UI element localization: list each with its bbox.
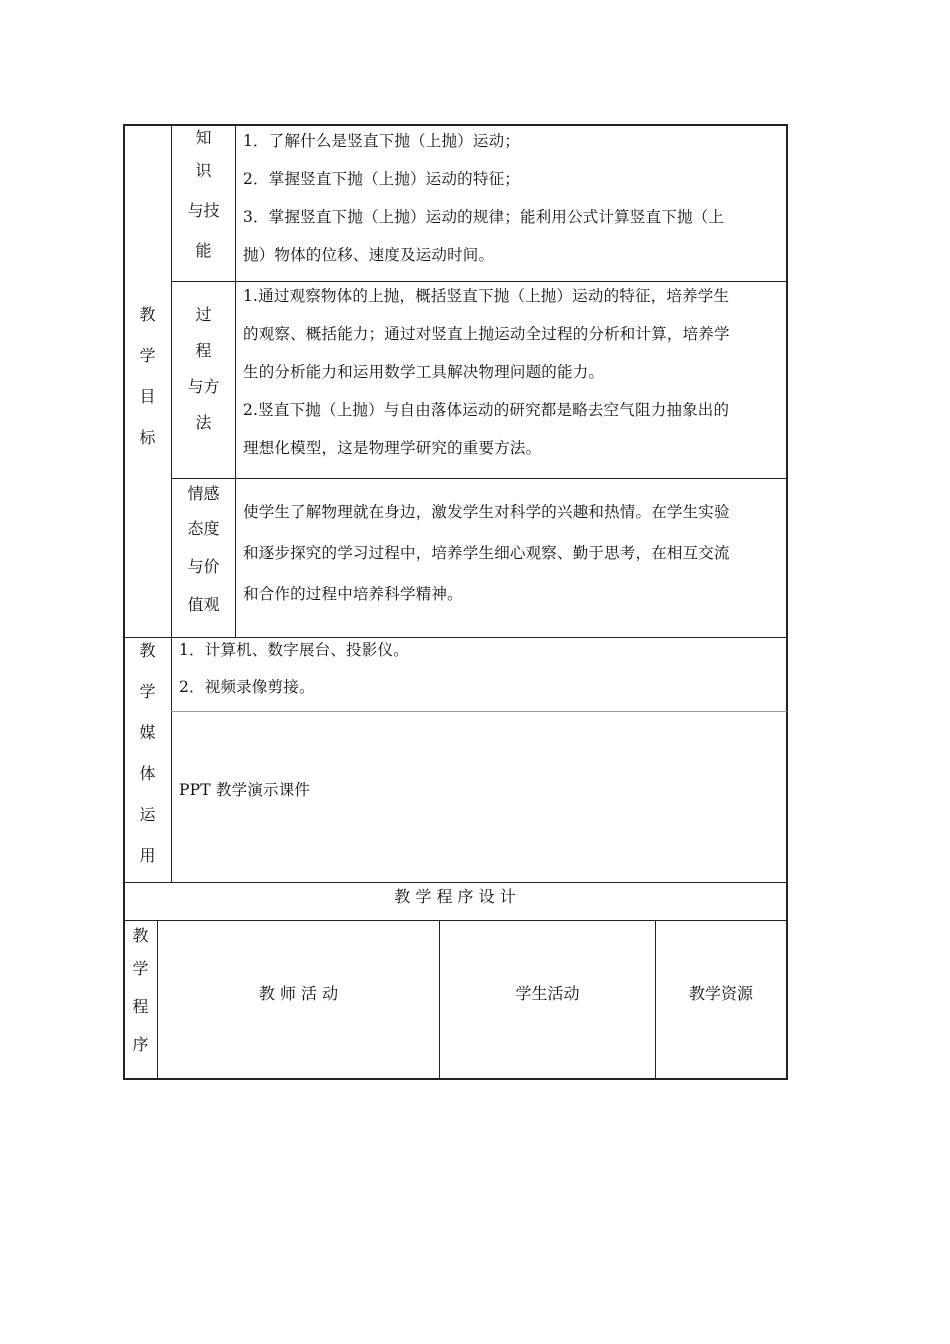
- emotion-content: [243, 492, 783, 615]
- media-bottom-line: [123, 882, 788, 883]
- knowledge-line-4: 抛）物体的位移、速度及运动时间。: [243, 246, 495, 264]
- knowledge-line-1: 1．了解什么是竖直下抛（上抛）运动；: [243, 132, 520, 150]
- col-teacher-activity: 教 师 活 动: [258, 984, 339, 1003]
- col-student-activity: 学生活动: [515, 984, 580, 1003]
- design-title: 教 学 程 序 设 计: [394, 887, 516, 906]
- media-item-1: 1．计算机、数字展台、投影仪。: [179, 641, 409, 659]
- emotion-line-2: 和逐步探究的学习过程中，培养学生细心观察、勤于思考，在相互交流: [243, 544, 730, 562]
- process-line-5: 理想化模型，这是物理学研究的重要方法。: [243, 439, 542, 457]
- media-item-2: 2．视频录像剪接。: [179, 678, 315, 696]
- objectives-side-label: 教 学 目 标: [139, 305, 156, 447]
- table-right-border: [786, 124, 788, 1080]
- process-line-2: 的观察、概括能力；通过对竖直上抛运动全过程的分析和计算，培养学: [243, 325, 730, 343]
- knowledge-content: [243, 122, 783, 274]
- process-label: 过 程 与方 法: [187, 305, 220, 432]
- media-ppt: PPT 教学演示课件: [179, 781, 311, 799]
- emotion-label: 情感 态度 与价 值观: [187, 484, 220, 614]
- media-col-divider: [171, 637, 172, 882]
- knowledge-line-2: 2．掌握竖直下抛（上抛）运动的特征；: [243, 170, 520, 188]
- col-teaching-resource: 教学资源: [688, 984, 753, 1003]
- knowledge-line-3: 3．掌握竖直下抛（上抛）运动的规律；能利用公式计算竖直下抛（上: [243, 208, 725, 226]
- objectives-col-divider-2: [235, 124, 236, 637]
- table-bottom-border: [123, 1078, 788, 1080]
- process-line-1: 1.通过观察物体的上抛，概括竖直下抛（上抛）运动的特征，培养学生: [243, 287, 730, 305]
- design-header-bottom-line: [123, 920, 788, 921]
- knowledge-label: 知 识 与技 能: [187, 128, 220, 260]
- emotion-line-3: 和合作的过程中培养科学精神。: [243, 585, 463, 603]
- process-line-4: 2.竖直下抛（上抛）与自由落体运动的研究都是略去空气阻力抽象出的: [243, 401, 730, 419]
- emotion-line-1: 使学生了解物理就在身边，激发学生对科学的兴趣和热情。在学生实验: [243, 503, 730, 521]
- design-side-label: 教 学 程 序: [132, 926, 149, 1054]
- media-items: [179, 632, 779, 706]
- process-bottom-line: [171, 478, 787, 479]
- media-inner-line: [171, 711, 787, 712]
- process-content: [243, 277, 783, 467]
- media-side-label: 教 学 媒 体 运 用: [139, 641, 156, 865]
- process-line-3: 生的分析能力和运用数学工具解决物理问题的能力。: [243, 363, 605, 381]
